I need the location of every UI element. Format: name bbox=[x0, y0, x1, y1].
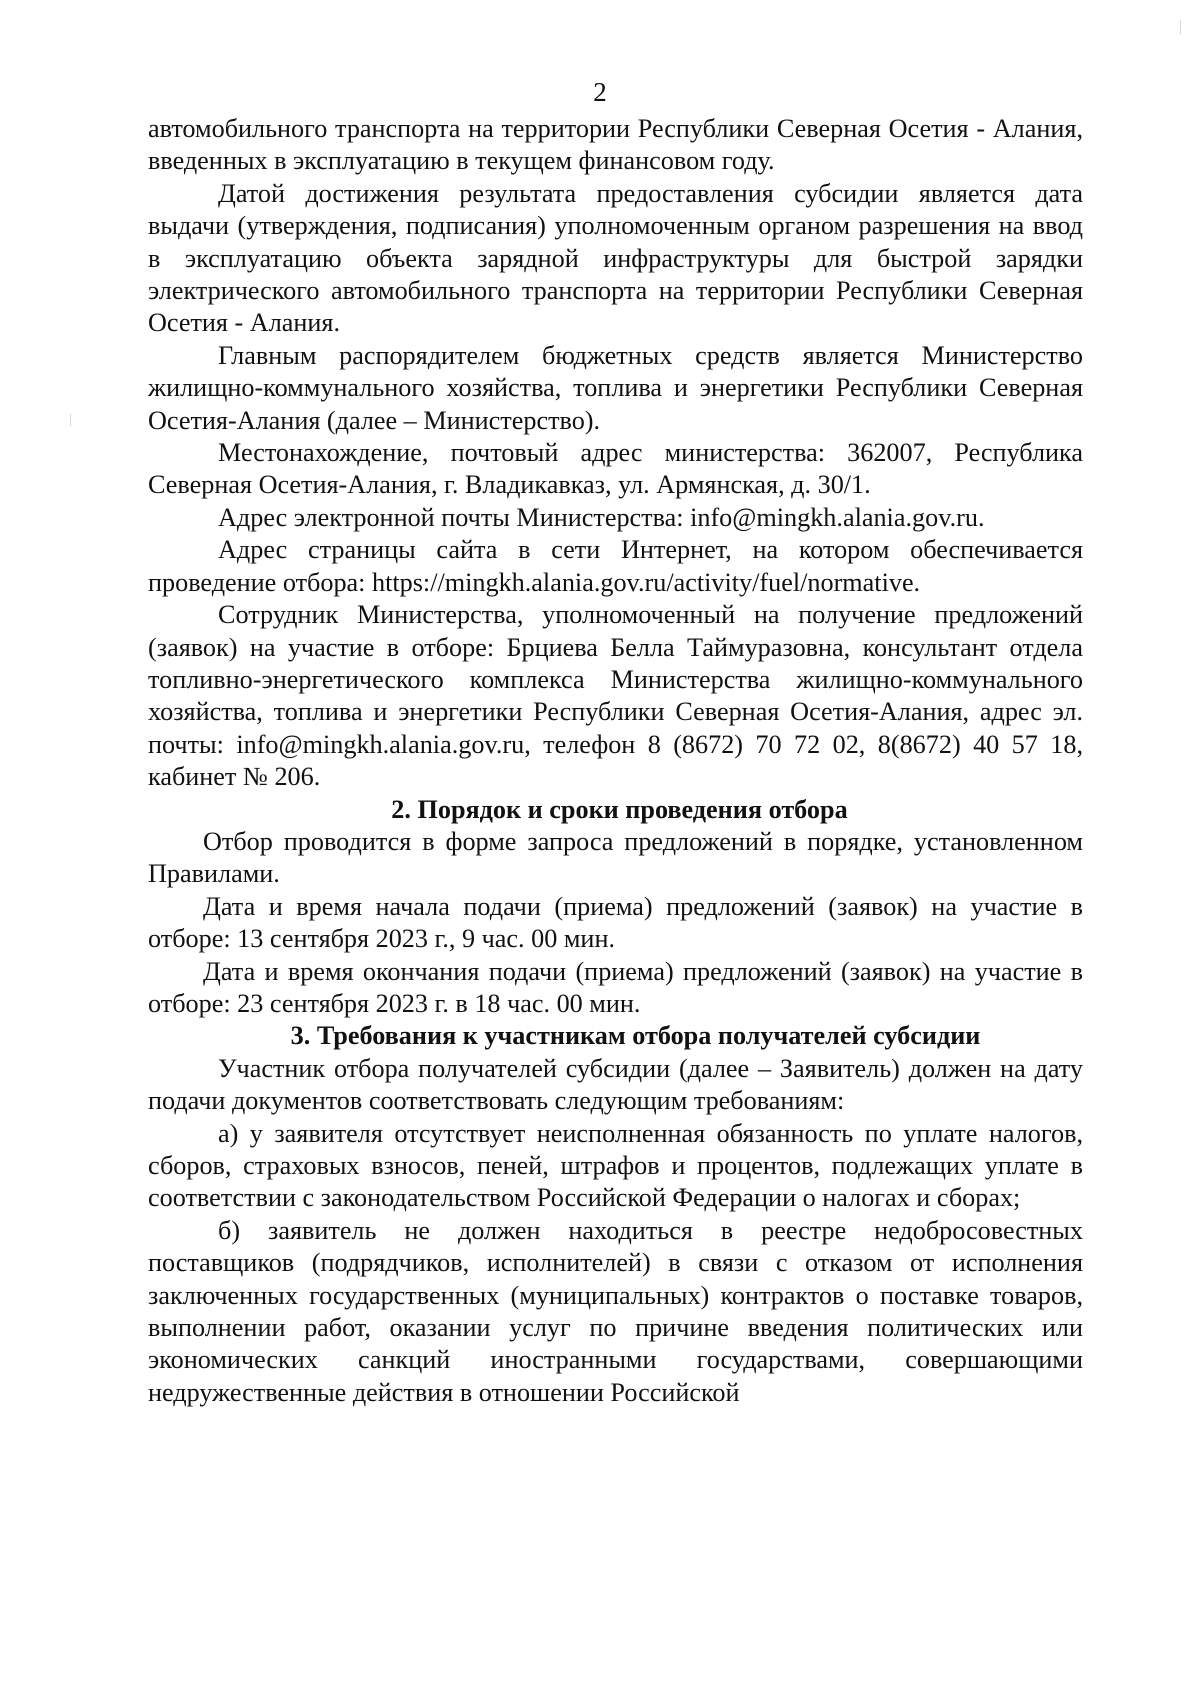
paragraph: Дата и время окончания подачи (приема) предложений (заявок) на участие в отборе: 23 сентября 2023 г. в 18 час. 00 мин. bbox=[148, 956, 1083, 1018]
paragraph: Главным распорядителем бюджетных средств является Министерство жилищно-коммунального хозяйства, топлива и энергетики Республики Северная Осетия-Алания (далее – Министерство). bbox=[148, 340, 1083, 435]
paragraph: а) у заявителя отсутствует неисполненная обязанность по уплате налогов, сборов, страховых взносов, пеней, штрафов и процентов, подлежащих уплате в соответствии с законодательством Российской Федерации о налогах и сборах; bbox=[148, 1118, 1083, 1213]
scan-mark bbox=[70, 414, 71, 426]
paragraph: Местонахождение, почтовый адрес министерства: 362007, Республика Северная Осетия-Алания, г. Владикавказ, ул. Армянская, д. 30/1. bbox=[148, 438, 1083, 500]
document-body bbox=[148, 113, 1083, 1409]
paragraph: Сотрудник Министерства, уполномоченный на получение предложений (заявок) на участие в отборе: Брциева Белла Таймуразовна, консультант отдела топливно-энергетического комплекса Министерства жилищно-коммунального хозяйства, топлива и энергетики Республики Северная Осетия-Алания, адрес эл. почты: info@mingkh.alania.gov.ru, телефон 8 (8672) 70 72 02, 8(8672) 40 57 18, кабинет № 206. bbox=[148, 600, 1083, 792]
paragraph: Датой достижения результата предоставления субсидии является дата выдачи (утверждения, подписания) уполномоченным органом разрешения на ввод в эксплуатацию объекта зарядной инфраструктуры для быстрой зарядки электрического автомобильного транспорта на территории Республики Северная Осетия - Алания. bbox=[148, 178, 1083, 338]
paragraph: Дата и время начала подачи (приема) предложений (заявок) на участие в отборе: 13 сентября 2023 г., 9 час. 00 мин. bbox=[148, 891, 1083, 954]
paragraph: Участник отбора получателей субсидии (далее – Заявитель) должен на дату подачи документов соответствовать следующим требованиям: bbox=[148, 1053, 1083, 1116]
paragraph: Адрес страницы сайта в сети Интернет, на котором обеспечивается проведение отбора: https://mingkh.alania.gov.ru/activity/fuel/normative. bbox=[148, 535, 1083, 597]
section-heading: 3. Требования к участникам отбора получателей субсидии bbox=[290, 1021, 981, 1051]
paragraph: Отбор проводится в форме запроса предложений в порядке, установленном Правилами. bbox=[148, 826, 1083, 889]
page-number: 2 bbox=[593, 77, 607, 107]
section-heading: 2. Порядок и сроки проведения отбора bbox=[391, 794, 848, 824]
paragraph: Адрес электронной почты Министерства: info@mingkh.alania.gov.ru. bbox=[218, 502, 985, 532]
paragraph: автомобильного транспорта на территории Республики Северная Осетия - Алания, введенных в эксплуатацию в текущем финансовом году. bbox=[148, 114, 1083, 176]
paragraph: б) заявитель не должен находиться в реестре недобросовестных поставщиков (подрядчиков, исполнителей) в связи с отказом от исполнения заключенных государственных (муниципальных) контрактов о поставке товаров, выполнении работ, оказании услуг по причине введения политических или экономических санкций иностранными государствами, совершающими недружественные действия в отношении Российской bbox=[148, 1215, 1083, 1407]
scan-mark bbox=[1180, 20, 1181, 34]
